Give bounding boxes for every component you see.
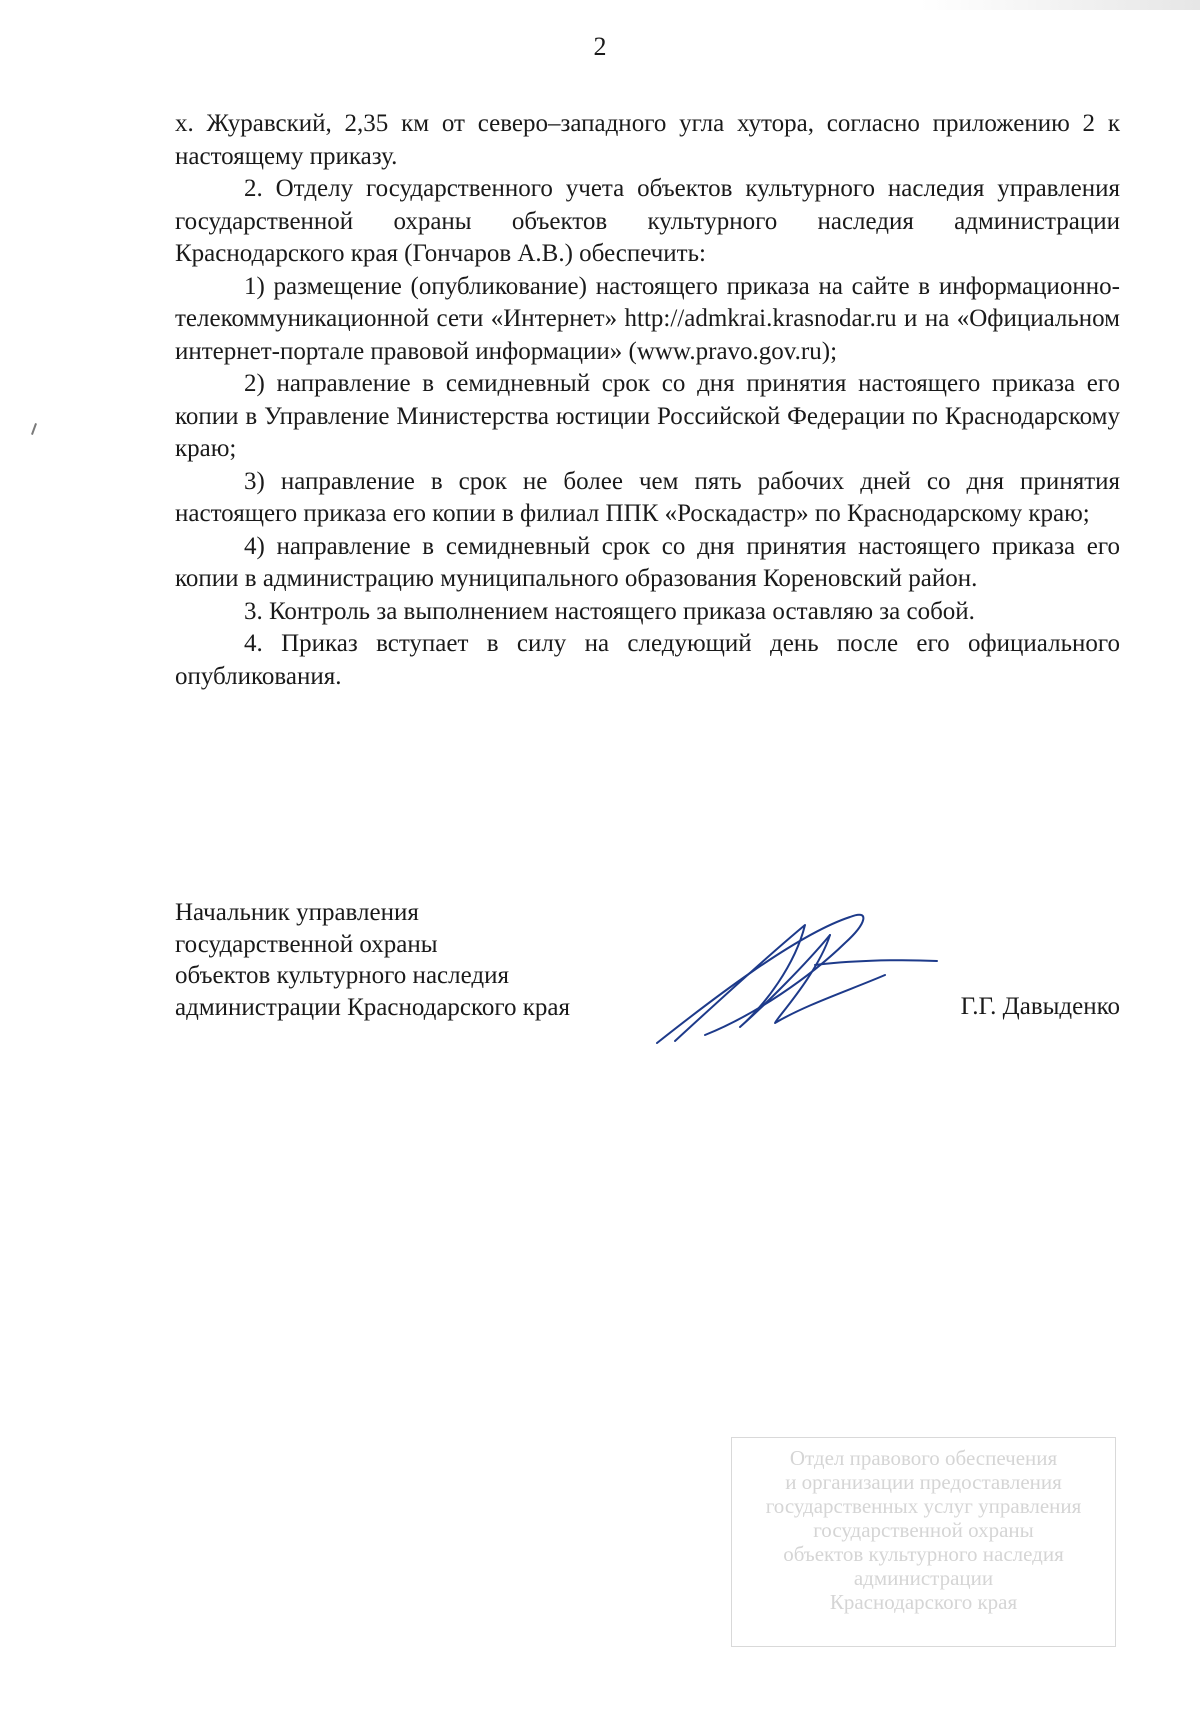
stamp-line: и организации предоставления [785, 1470, 1062, 1494]
signer-position-line: государственной охраны [175, 930, 438, 958]
stamp-line: администрации [853, 1566, 994, 1590]
paragraph-subitem-4: 4) направление в семидневный срок со дня принятия настоящего приказа его копии в администрацию муниципального образования Кореновский район. [175, 532, 1120, 592]
document-body [175, 108, 1120, 693]
paragraph-subitem-3: 3) направление в срок не более чем пять рабочих дней со дня принятия настоящего приказа его копии в филиал ППК «Роскадастр» по Краснодарскому краю; [175, 467, 1120, 527]
stamp-line: Краснодарского края [829, 1590, 1018, 1614]
signer-position-line: объектов культурного наследия [175, 962, 509, 989]
margin-mark [31, 423, 37, 435]
paragraph-item-3: 3. Контроль за выполнением настоящего приказа оставляю за собой. [244, 597, 975, 625]
paragraph-subitem-1: 1) размещение (опубликование) настоящего приказа на сайте в информационно-телекоммуникационной сети «Интернет» http://admkrai.krasnodar.ru и на «Официальном интернет-портале правовой информации» (www.pravo.gov.ru); [175, 272, 1120, 365]
signature-stroke [675, 925, 830, 1041]
page-number: 2 [593, 32, 607, 61]
signer-name: Г.Г. Давыденко [960, 993, 1120, 1020]
paragraph-item-2: 2. Отделу государственного учета объектов культурного наследия управления государственной охраны объектов культурного наследия администрации Краснодарского края (Гончаров А.В.) обеспечить: [175, 175, 1120, 267]
signature-stroke [775, 935, 885, 1023]
signer-position-line: Начальник управления [175, 899, 419, 926]
paragraph-continuation: х. Журавский, 2,35 км от северо–западного угла хутора, согласно приложению 2 к настоящему приказу. [175, 110, 1120, 170]
signature-stroke [815, 960, 937, 965]
signer-position [175, 897, 570, 1023]
signer-position-line: администрации Краснодарского края [175, 993, 571, 1021]
signature-stroke [657, 915, 863, 1043]
stamp-line: государственных услуг управления [765, 1494, 1082, 1518]
stamp-line: государственной охраны [813, 1518, 1034, 1542]
faded-stamp [731, 1437, 1116, 1647]
paragraph-item-4: 4. Приказ вступает в силу на следующий день после его официального опубликования. [175, 630, 1120, 690]
stamp-line: объектов культурного наследия [783, 1542, 1064, 1566]
paragraph-subitem-2: 2) направление в семидневный срок со дня принятия настоящего приказа его копии в Управление Министерства юстиции Российской Федерации по Краснодарскому краю; [175, 370, 1120, 462]
handwritten-signature [645, 895, 945, 1050]
scan-smudge [920, 0, 1200, 10]
stamp-line: Отдел правового обеспечения [789, 1446, 1058, 1470]
